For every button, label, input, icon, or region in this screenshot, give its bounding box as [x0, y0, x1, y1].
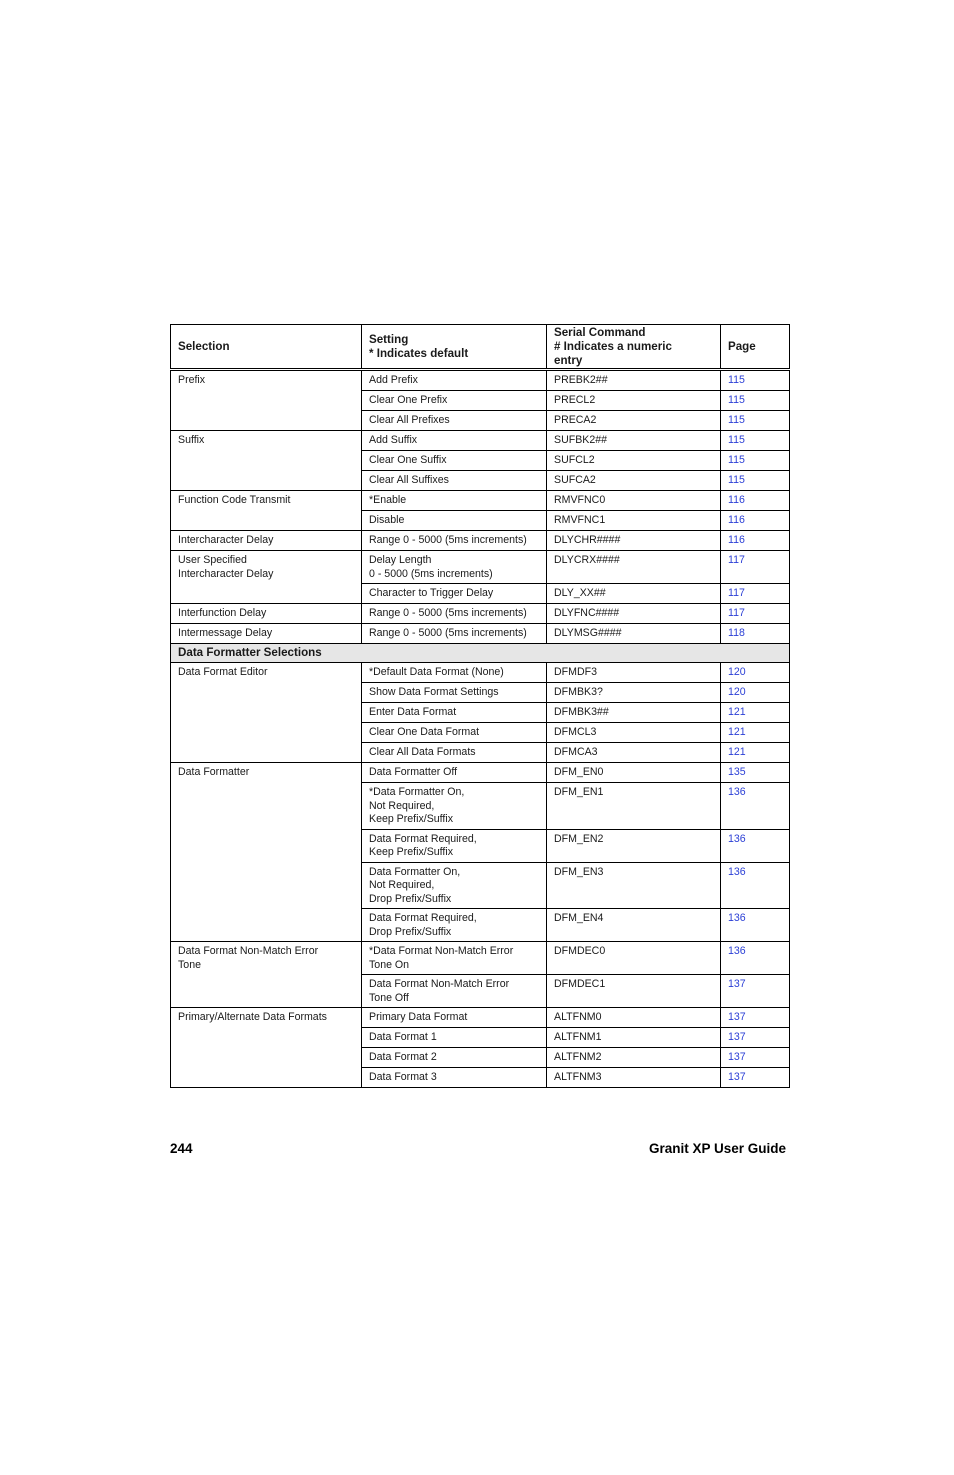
page-link[interactable]: 117 — [728, 607, 745, 619]
page-cell — [721, 1048, 790, 1068]
table-body — [171, 370, 790, 1088]
table-row — [171, 551, 790, 584]
page-cell — [721, 1028, 790, 1048]
selection-cell: Suffix — [171, 431, 362, 491]
serial-command-cell: DLYCHR#### — [547, 531, 721, 551]
table-row — [171, 431, 790, 451]
page-link[interactable]: 115 — [728, 454, 745, 466]
table-row — [171, 531, 790, 551]
selection-cell: User Specified Intercharacter Delay — [171, 551, 362, 604]
header-setting: Setting * Indicates default — [362, 325, 547, 370]
setting-cell: Clear All Data Formats — [362, 743, 547, 763]
page-cell — [721, 909, 790, 942]
serial-command-cell: DFMCL3 — [547, 723, 721, 743]
page-cell — [721, 624, 790, 644]
setting-cell: *Enable — [362, 491, 547, 511]
serial-command-cell: PRECA2 — [547, 411, 721, 431]
page-link[interactable]: 115 — [728, 414, 745, 426]
page-cell — [721, 683, 790, 703]
serial-command-cell: SUFCA2 — [547, 471, 721, 491]
selection-cell: Interfunction Delay — [171, 604, 362, 624]
settings-table — [170, 324, 790, 1088]
page-cell — [721, 862, 790, 909]
serial-command-cell: PRECL2 — [547, 391, 721, 411]
page-cell — [721, 491, 790, 511]
serial-command-cell: ALTFNM3 — [547, 1068, 721, 1088]
document-title: Granit XP User Guide — [648, 1141, 786, 1156]
serial-command-cell: RMVFNC1 — [547, 511, 721, 531]
page-cell — [721, 471, 790, 491]
page-cell — [721, 584, 790, 604]
page-cell — [721, 663, 790, 683]
page-cell — [721, 975, 790, 1008]
header-serial-command: Serial Command # Indicates a numeric entry — [547, 325, 721, 370]
selection-cell: Function Code Transmit — [171, 491, 362, 531]
setting-cell: Clear One Prefix — [362, 391, 547, 411]
page-cell — [721, 391, 790, 411]
serial-command-cell: DFM_EN3 — [547, 862, 721, 909]
serial-command-cell: PREBK2## — [547, 370, 721, 391]
table-row — [171, 942, 790, 975]
page-link[interactable]: 118 — [728, 627, 745, 639]
setting-cell: Data Format 3 — [362, 1068, 547, 1088]
selection-cell: Intercharacter Delay — [171, 531, 362, 551]
selection-cell: Data Format Non-Match Error Tone — [171, 942, 362, 1008]
setting-cell: Data Format 1 — [362, 1028, 547, 1048]
serial-command-cell: SUFBK2## — [547, 431, 721, 451]
header-selection: Selection — [171, 325, 362, 370]
serial-command-cell: ALTFNM0 — [547, 1008, 721, 1028]
table-header-row — [171, 325, 790, 370]
table-row — [171, 370, 790, 391]
setting-cell: Data Format Non-Match Error Tone Off — [362, 975, 547, 1008]
table-row — [171, 663, 790, 683]
serial-command-cell: DFM_EN4 — [547, 909, 721, 942]
setting-cell: Enter Data Format — [362, 703, 547, 723]
serial-command-cell: DLY_XX## — [547, 584, 721, 604]
page-link[interactable]: 116 — [728, 534, 745, 546]
serial-command-cell: DFMDEC0 — [547, 942, 721, 975]
selection-cell: Primary/Alternate Data Formats — [171, 1008, 362, 1088]
page-link[interactable]: 121 — [728, 706, 746, 718]
serial-command-cell: DFMBK3## — [547, 703, 721, 723]
setting-cell: Range 0 - 5000 (5ms increments) — [362, 531, 547, 551]
setting-cell: Show Data Format Settings — [362, 683, 547, 703]
page-cell — [721, 451, 790, 471]
page-cell — [721, 723, 790, 743]
page-link[interactable]: 115 — [728, 474, 745, 486]
table-row — [171, 604, 790, 624]
table-row — [171, 624, 790, 644]
serial-command-cell: DFMCA3 — [547, 743, 721, 763]
setting-cell: Data Formatter Off — [362, 763, 547, 783]
serial-command-cell: DLYFNC#### — [547, 604, 721, 624]
page-link[interactable]: 136 — [728, 945, 746, 957]
setting-cell: Clear One Data Format — [362, 723, 547, 743]
setting-cell: *Default Data Format (None) — [362, 663, 547, 683]
selection-cell: Data Formatter — [171, 763, 362, 942]
setting-cell: Data Format 2 — [362, 1048, 547, 1068]
serial-command-cell: DLYMSG#### — [547, 624, 721, 644]
section-header-row — [171, 644, 790, 663]
setting-cell: Data Format Required, Keep Prefix/Suffix — [362, 829, 547, 862]
page-cell — [721, 783, 790, 830]
setting-cell: Clear One Suffix — [362, 451, 547, 471]
section-title: Data Formatter Selections — [171, 644, 790, 663]
setting-cell: Primary Data Format — [362, 1008, 547, 1028]
page-link[interactable]: 137 — [728, 978, 746, 990]
page-cell — [721, 431, 790, 451]
setting-cell: Data Formatter On, Not Required, Drop Prefix/Suffix — [362, 862, 547, 909]
serial-command-cell: SUFCL2 — [547, 451, 721, 471]
page-cell — [721, 604, 790, 624]
setting-cell: Data Format Required, Drop Prefix/Suffix — [362, 909, 547, 942]
page-link[interactable]: 136 — [728, 786, 746, 798]
page-link[interactable]: 115 — [728, 374, 745, 386]
page-link[interactable]: 135 — [728, 766, 746, 778]
page-link[interactable]: 137 — [728, 1011, 746, 1023]
setting-cell: Character to Trigger Delay — [362, 584, 547, 604]
page-cell — [721, 1068, 790, 1088]
page-number: 244 — [170, 1141, 193, 1156]
page-link[interactable]: 137 — [728, 1031, 746, 1043]
serial-command-cell: DFM_EN1 — [547, 783, 721, 830]
page-link[interactable]: 120 — [728, 666, 746, 678]
selection-cell: Prefix — [171, 370, 362, 431]
page-cell — [721, 763, 790, 783]
page-cell — [721, 829, 790, 862]
setting-cell: Disable — [362, 511, 547, 531]
serial-command-cell: DFMDF3 — [547, 663, 721, 683]
setting-cell: Add Prefix — [362, 370, 547, 391]
setting-cell: Range 0 - 5000 (5ms increments) — [362, 624, 547, 644]
page-cell — [721, 411, 790, 431]
page-cell — [721, 370, 790, 391]
page-link[interactable]: 117 — [728, 554, 745, 566]
page-cell — [721, 511, 790, 531]
table-row — [171, 763, 790, 783]
table-row — [171, 1008, 790, 1028]
serial-command-cell: DFM_EN0 — [547, 763, 721, 783]
page-link[interactable]: 116 — [728, 514, 745, 526]
setting-cell: *Data Formatter On, Not Required, Keep Prefix/Suffix — [362, 783, 547, 830]
serial-command-cell: DFMBK3? — [547, 683, 721, 703]
page-link[interactable]: 121 — [728, 726, 746, 738]
serial-command-cell: ALTFNM2 — [547, 1048, 721, 1068]
page-link[interactable]: 136 — [728, 832, 746, 845]
page-cell — [721, 703, 790, 723]
page-cell — [721, 531, 790, 551]
page-link[interactable]: 136 — [728, 865, 746, 878]
page-cell — [721, 551, 790, 584]
serial-command-cell: ALTFNM1 — [547, 1028, 721, 1048]
selection-cell: Intermessage Delay — [171, 624, 362, 644]
page-link[interactable]: 137 — [728, 1071, 746, 1083]
serial-command-cell: DFMDEC1 — [547, 975, 721, 1008]
table-row — [171, 491, 790, 511]
setting-cell: Range 0 - 5000 (5ms increments) — [362, 604, 547, 624]
setting-cell: Add Suffix — [362, 431, 547, 451]
serial-command-cell: RMVFNC0 — [547, 491, 721, 511]
page-link[interactable]: 137 — [728, 1051, 746, 1063]
page-link[interactable]: 115 — [728, 394, 745, 406]
setting-cell: Clear All Suffixes — [362, 471, 547, 491]
page-link[interactable]: 120 — [728, 686, 746, 698]
page-cell — [721, 1008, 790, 1028]
serial-command-cell: DFM_EN2 — [547, 829, 721, 862]
page-cell — [721, 942, 790, 975]
page-cell — [721, 743, 790, 763]
page-link[interactable]: 115 — [728, 434, 745, 446]
serial-command-cell: DLYCRX#### — [547, 551, 721, 584]
selection-cell: Data Format Editor — [171, 663, 362, 763]
page-link[interactable]: 136 — [728, 912, 746, 924]
setting-cell: Clear All Prefixes — [362, 411, 547, 431]
page-link[interactable]: 116 — [728, 494, 745, 506]
setting-cell: Delay Length 0 - 5000 (5ms increments) — [362, 551, 547, 584]
page-link[interactable]: 117 — [728, 587, 745, 599]
setting-cell: *Data Format Non-Match Error Tone On — [362, 942, 547, 975]
header-page: Page — [721, 325, 790, 370]
page-link[interactable]: 121 — [728, 746, 746, 758]
